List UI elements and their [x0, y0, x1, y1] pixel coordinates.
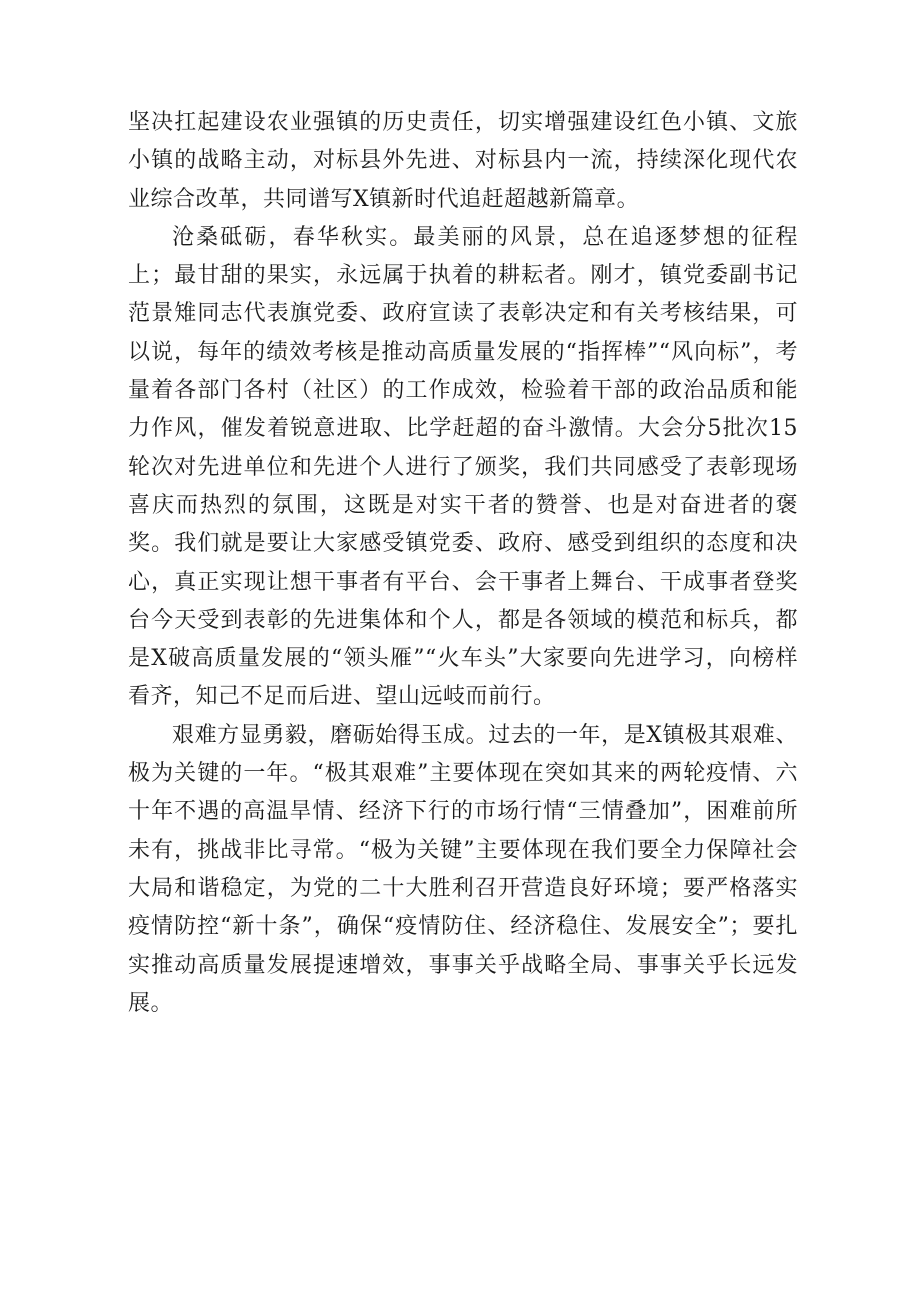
document-body	[128, 104, 798, 1023]
paragraph-2: 沧桑砥砺，春华秋实。最美丽的风景，总在追逐梦想的征程上；最甘甜的果实，永远属于执着的耕耘者。刚才，镇党委副书记范景雉同志代表旗党委、政府宣读了表彰决定和有关考核结果，可以说，每年的绩效考核是推动高质量发展的“指挥棒”“风向标”，考量着各部门各村（社区）的工作成效，检验着干部的政治品质和能力作风，催发着锐意进取、比学赶超的奋斗激情。大会分5批次15轮次对先进单位和先进个人进行了颁奖，我们共同感受了表彰现场喜庆而热烈的氛围，这既是对实干者的赞誉、也是对奋进者的褒奖。我们就是要让大家感受镇党委、政府、感受到组织的态度和决心，真正实现让想干事者有平台、会干事者上舞台、干成事者登奖台今天受到表彰的先进集体和个人，都是各领域的模范和标兵，都是X破高质量发展的“领头雁”“火车头”大家要向先进学习，向榜样看齐，知己不足而后进、望山远岐而前行。	[128, 224, 798, 710]
paragraph-3: 艰难方显勇毅，磨砺始得玉成。过去的一年，是X镇极其艰难、极为关键的一年。“极其艰难”主要体现在突如其来的两轮疫情、六十年不遇的高温旱情、经济下行的市场行情“三情叠加”，困难前所未有，挑战非比寻常。“极为关键”主要体现在我们要全力保障社会大局和谐稳定，为党的二十大胜利召开营造良好环境；要严格落实疫情防控“新十条”，确保“疫情防住、经济稳住、发展安全”；要扎实推动高质量发展提速增效，事事关乎战略全局、事事关乎长远发展。	[128, 722, 798, 1016]
paragraph-1: 坚决扛起建设农业强镇的历史责任，切实增强建设红色小镇、文旅小镇的战略主动，对标县外先进、对标县内一流，持续深化现代农业综合改革，共同谱写X镇新时代追赶超越新篇章。	[128, 110, 798, 212]
